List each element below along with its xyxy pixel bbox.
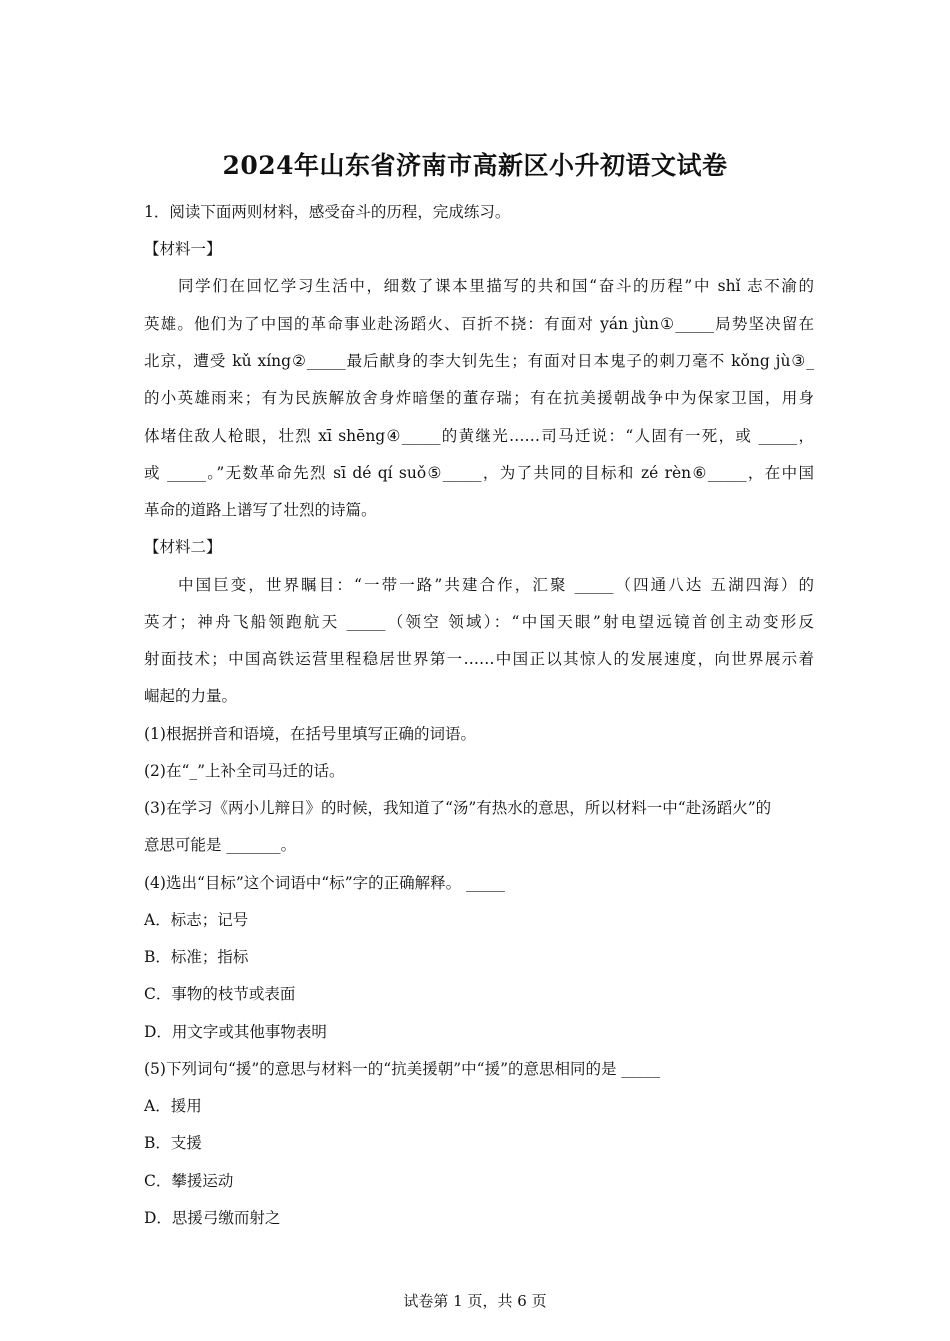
material1-line: 同学们在回忆学习生活中，细数了课本里描写的共和国“奋斗的历程”中 shǐ 志不渝的 [178,277,814,295]
material1-line: 北京，遭受 kǔ xíng②_____最后献身的李大钊先生；有面对日本鬼子的刺刀毫不 kǒng jù③_ [144,352,814,370]
page-footer: 试卷第 1 页，共 6 页 [403,1292,547,1310]
material2-line: 崛起的力量。 [144,687,238,705]
option-a: A．援用 [144,1097,202,1115]
material1-line: 或 _____。”无数革命先烈 sī dé qí suǒ⑤_____，为了共同的目标和 zé rèn⑥_____，在中国 [144,464,814,482]
material2-heading: 【材料二】 [144,538,222,556]
option-d: D．用文字或其他事物表明 [144,1023,327,1041]
option-a: A．标志；记号 [144,911,249,929]
material1-line: 革命的道路上谱写了壮烈的诗篇。 [144,501,377,519]
material2-line: 英才；神舟飞船领跑航天 _____（领空 领域）：“中国天眼”射电望远镜首创主动变形反 [144,613,814,631]
option-c: C．攀援运动 [144,1172,234,1190]
option-b: B．支援 [144,1134,202,1152]
sub-question-2: (2)在“_”上补全司马迁的话。 [144,762,345,780]
material1-heading: 【材料一】 [144,240,222,258]
material1-line: 体堵住敌人枪眼，壮烈 xī shēng④_____的黄继光……司马迁说：“人固有一死，或 _____， [144,427,814,445]
material1-line: 的小英雄雨来；有为民族解放舍身炸暗堡的董存瑞；有在抗美援朝战争中为保家卫国，用身 [144,389,814,407]
sub-question-3-cont: 意思可能是 _______。 [144,836,297,854]
option-b: B．标准；指标 [144,948,249,966]
material1-line: 英雄。他们为了中国的革命事业赴汤蹈火、百折不挠：有面对 yán jùn①_____局势坚决留在 [144,315,814,333]
sub-question-4: (4)选出“目标”这个词语中“标”字的正确解释。 _____ [144,874,505,892]
material2-line: 射面技术；中国高铁运营里程稳居世界第一……中国正以其惊人的发展速度，向世界展示着 [144,650,814,668]
option-c: C．事物的枝节或表面 [144,985,296,1003]
question-intro: 1．阅读下面两则材料，感受奋斗的历程，完成练习。 [144,203,511,221]
option-d: D．思援弓缴而射之 [144,1209,281,1227]
page-title: 2024年山东省济南市高新区小升初语文试卷 [222,151,728,180]
sub-question-1: (1)根据拼音和语境，在括号里填写正确的词语。 [144,725,476,743]
material2-line: 中国巨变，世界瞩目：“一带一路”共建合作，汇聚 _____（四通八达 五湖四海）的 [178,576,814,594]
sub-question-3: (3)在学习《两小儿辩日》的时候，我知道了“汤”有热水的意思，所以材料一中“赴汤蹈火”的 [144,799,772,817]
sub-question-5: (5)下列词句“援”的意思与材料一的“抗美援朝”中“援”的意思相同的是 _____ [144,1060,661,1078]
